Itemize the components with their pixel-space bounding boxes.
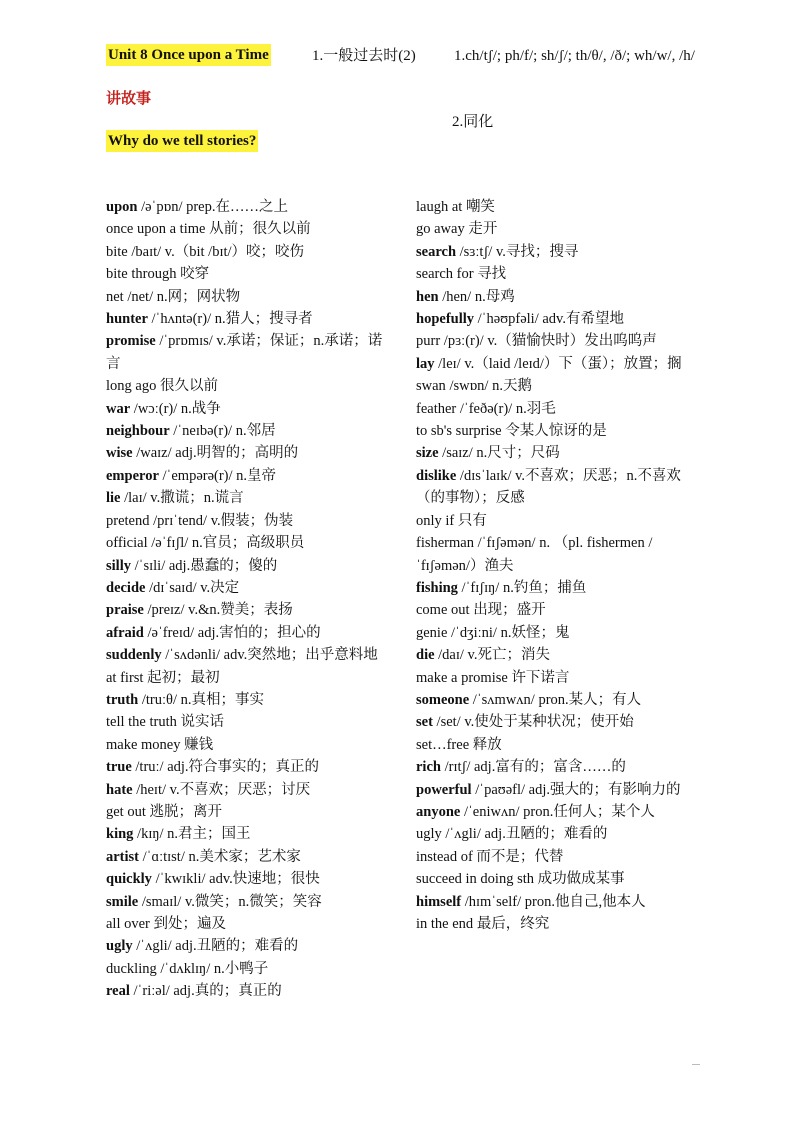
vocab-word: lay: [416, 355, 435, 372]
vocab-word: ugly: [416, 826, 442, 843]
vocab-definition: 许下诺言: [507, 669, 570, 686]
vocab-definition: /ˈdʒiːni/ n.妖怪；鬼: [447, 624, 570, 641]
vocab-definition: /waɪz/ adj.明智的；高明的: [132, 445, 299, 462]
vocab-entry: [106, 644, 396, 666]
vocab-entry: [416, 532, 698, 577]
vocab-definition: 从前；很久以前: [205, 221, 311, 238]
vocab-entry: [416, 241, 698, 263]
vocab-word: bite: [106, 243, 128, 260]
vocab-entry: [416, 420, 698, 442]
assimilation-heading: 2.同化: [452, 114, 494, 130]
vocab-word: size: [416, 445, 439, 462]
vocab-definition: /saɪz/ n.尺寸；尺码: [438, 445, 560, 462]
vocab-entry: [106, 420, 396, 442]
vocab-word: powerful: [416, 781, 472, 798]
vocab-word: purr: [416, 333, 441, 350]
vocab-definition: /ˈfɪʃəmən/ n. （pl. fishermen /ˈfɪʃəmən/）渔夫: [416, 535, 653, 574]
vocab-definition: /əˈfɪʃl/ n.官员；高级职员: [147, 535, 305, 552]
vocab-word: quickly: [106, 871, 152, 888]
right-vocab-column: [416, 196, 698, 935]
vocab-entry: [106, 711, 396, 733]
vocab-entry: [106, 599, 396, 621]
vocab-entry: [416, 577, 698, 599]
vocab-word: feather: [416, 400, 457, 417]
vocab-word: promise: [106, 333, 156, 350]
vocab-word: suddenly: [106, 647, 162, 664]
vocab-entry: [416, 398, 698, 420]
vocab-word: search: [416, 243, 457, 260]
vocab-definition: /net/ n.网；网状物: [123, 288, 241, 305]
vocab-entry: [106, 779, 396, 801]
vocab-word: dislike: [416, 467, 457, 484]
vocab-entry: [106, 689, 396, 711]
vocab-entry: [106, 980, 396, 1002]
vocab-entry: [106, 555, 396, 577]
vocab-entry: [416, 375, 698, 397]
left-vocab-column: [106, 196, 396, 1003]
vocab-definition: 只有: [454, 512, 487, 529]
vocab-definition: /ˈpaʊəfl/ adj.强大的；有影响力的: [471, 781, 681, 798]
vocab-entry: [416, 218, 698, 240]
vocab-entry: [106, 532, 396, 554]
vocab-definition: 赚钱: [180, 736, 214, 753]
vocab-definition: /ˈkwɪkli/ adv.快速地；很快: [151, 871, 320, 888]
vocab-entry: [416, 599, 698, 621]
vocab-definition: /ˈdʌklɪŋ/ n.小鸭子: [156, 960, 269, 977]
vocab-definition: /pɜː(r)/ v.（猫愉快时）发出呜呜声: [440, 333, 657, 350]
vocab-entry: [416, 868, 698, 890]
vocab-word: all over: [106, 916, 150, 932]
vocab-definition: /daɪ/ v.死亡；消失: [434, 647, 550, 664]
vocab-word: fishing: [416, 579, 458, 596]
vocab-word: duckling: [106, 960, 157, 977]
vocab-definition: /set/ v.使处于某种状况；使开始: [432, 714, 634, 731]
vocab-definition: 说实话: [176, 714, 224, 731]
vocab-word: hen: [416, 288, 439, 305]
vocab-word: upon: [106, 199, 138, 215]
vocab-definition: /ˈeniwʌn/ pron.任何人；某个人: [460, 803, 655, 820]
vocab-entry: [106, 487, 396, 509]
vocab-word: afraid: [106, 624, 144, 641]
vocab-entry: [416, 711, 698, 733]
vocab-definition: /ˈsʌmwʌn/ pron.某人；有人: [469, 691, 642, 708]
vocab-entry: [416, 823, 698, 845]
vocab-entry: [106, 913, 396, 935]
vocab-definition: 嘲笑: [462, 199, 495, 215]
vocab-definition: 释放: [469, 736, 502, 753]
vocab-entry: [106, 465, 396, 487]
vocab-definition: 出现；盛开: [469, 602, 546, 619]
vocab-entry: [106, 308, 396, 330]
vocab-definition: /ˈfɪʃɪŋ/ n.钓鱼；捕鱼: [457, 579, 587, 596]
grammar-point: 1.一般过去时(2): [312, 48, 416, 64]
vocab-word: make money: [106, 736, 181, 753]
vocab-word: true: [106, 759, 132, 776]
vocab-word: someone: [416, 691, 470, 708]
vocab-entry: [416, 756, 698, 778]
vocab-definition: 最后，终究: [473, 916, 550, 932]
vocab-word: wise: [106, 445, 133, 462]
vocab-definition: /prɪˈtend/ v.假装；伪装: [149, 512, 294, 529]
vocab-entry: [106, 196, 396, 218]
vocab-definition: /baɪt/ v.（bit /bɪt/）咬；咬伤: [127, 243, 305, 260]
vocab-definition: /kɪŋ/ n.君主；国王: [133, 826, 251, 843]
vocab-word: decide: [106, 579, 146, 596]
vocab-entry: [106, 891, 396, 913]
vocab-definition: 而不是；代替: [472, 848, 564, 865]
vocab-definition: /swɒn/ n.天鹅: [445, 378, 532, 395]
vocab-entry: [106, 286, 396, 308]
vocab-entry: [106, 263, 396, 285]
vocab-entry: [106, 241, 396, 263]
vocab-definition: 咬穿: [176, 266, 210, 283]
vocab-definition: /ˈriːəl/ adj.真的；真正的: [129, 983, 282, 1000]
vocab-entry: [106, 801, 396, 823]
vocab-definition: /wɔː(r)/ n.战争: [130, 400, 221, 417]
vocab-word: real: [106, 983, 130, 1000]
vocab-definition: /ˈʌgli/ adj.丑陋的；难看的: [441, 826, 608, 843]
vocab-word: rich: [416, 759, 441, 776]
vocab-entry: [416, 196, 698, 218]
vocab-definition: /hɪmˈself/ pron.他自己,他本人: [461, 893, 646, 910]
vocab-definition: /sɜːtʃ/ v.寻找；搜寻: [456, 243, 579, 260]
vocab-word: war: [106, 400, 131, 417]
vocab-word: himself: [416, 893, 462, 910]
vocab-definition: 逃脱；离开: [145, 803, 222, 820]
vocab-definition: /heɪt/ v.不喜欢；厌恶；讨厌: [132, 781, 311, 798]
vocab-word: emperor: [106, 467, 159, 484]
vocab-definition: /əˈpɒn/ prep.在……之上: [137, 199, 288, 215]
vocab-entry: [106, 375, 396, 397]
vocab-definition: /hen/ n.母鸡: [438, 288, 515, 305]
vocab-word: set: [416, 714, 433, 731]
page-mark: [692, 1064, 700, 1065]
vocab-definition: /əˈfreɪd/ adj.害怕的；担心的: [143, 624, 321, 641]
vocab-definition: /truːθ/ n.真相；事实: [138, 691, 264, 708]
vocab-word: lie: [106, 490, 121, 507]
vocab-definition: /truː/ adj.符合事实的；真正的: [131, 759, 320, 776]
vocab-word: silly: [106, 557, 131, 574]
vocab-entry: [416, 286, 698, 308]
vocab-entry: [416, 622, 698, 644]
vocab-word: truth: [106, 691, 139, 708]
vocab-definition: /ˈsʌdənli/ adv.突然地；出乎意料地: [161, 647, 378, 664]
vocab-word: hunter: [106, 311, 148, 328]
vocab-definition: /rɪtʃ/ adj.富有的；富含……的: [440, 759, 626, 776]
vocab-word: pretend: [106, 512, 150, 529]
vocab-entry: [416, 734, 698, 756]
vocab-entry: [106, 622, 396, 644]
vocab-word: genie: [416, 624, 448, 641]
vocab-definition: /ˈsɪli/ adj.愚蠢的；傻的: [130, 557, 278, 574]
vocab-word: hate: [106, 781, 133, 798]
vocab-entry: [106, 734, 396, 756]
vocab-definition: /dɪˈsaɪd/ v.决定: [145, 579, 240, 596]
vocab-word: go away: [416, 221, 465, 238]
vocab-definition: /laɪ/ v.撒谎；n.谎言: [120, 490, 244, 507]
vocab-definition: /preɪz/ v.&n.赞美；表扬: [143, 602, 293, 619]
vocab-entry: [106, 510, 396, 532]
vocab-entry: [106, 823, 396, 845]
vocab-definition: 令某人惊讶的是: [501, 423, 607, 440]
vocab-word: swan: [416, 378, 446, 395]
vocab-word: smile: [106, 893, 139, 910]
vocab-definition: /ˈempərə(r)/ n.皇帝: [158, 467, 277, 484]
vocab-word: laugh at: [416, 199, 463, 215]
vocab-entry: [416, 779, 698, 801]
vocab-entry: [416, 644, 698, 666]
vocab-entry: [416, 353, 698, 375]
vocab-word: ugly: [106, 938, 133, 955]
vocab-definition: /ˈɑːtɪst/ n.美术家；艺术家: [139, 848, 301, 865]
vocab-entry: [416, 689, 698, 711]
vocab-entry: [106, 958, 396, 980]
vocab-entry: [106, 756, 396, 778]
vocab-word: set…free: [416, 736, 470, 753]
vocab-word: once upon a time: [106, 221, 206, 238]
vocab-entry: [106, 667, 396, 689]
vocab-word: artist: [106, 848, 140, 865]
vocab-word: search for: [416, 266, 474, 283]
vocab-word: praise: [106, 602, 144, 619]
vocab-entry: [416, 801, 698, 823]
vocab-word: at first: [106, 669, 144, 686]
question-heading: Why do we tell stories?: [106, 130, 258, 152]
vocab-word: king: [106, 826, 134, 843]
vocab-definition: /ˈfeðə(r)/ n.羽毛: [456, 400, 556, 417]
vocab-word: tell the truth: [106, 714, 177, 731]
vocab-word: in the end: [416, 916, 474, 932]
vocab-definition: 到处；遍及: [149, 916, 227, 932]
vocab-entry: [416, 330, 698, 352]
vocab-word: die: [416, 647, 435, 664]
vocab-entry: [416, 846, 698, 868]
vocab-entry: [416, 510, 698, 532]
vocab-definition: 起初；最初: [143, 669, 220, 686]
vocab-word: net: [106, 288, 124, 305]
unit-title: Unit 8 Once upon a Time: [106, 44, 271, 66]
vocab-word: fisherman: [416, 535, 474, 552]
section-subtitle: 讲故事: [106, 91, 152, 107]
vocab-definition: /ˈhəʊpfəli/ adv.有希望地: [474, 311, 624, 328]
vocab-definition: 成功做成某事: [534, 871, 625, 888]
vocab-entry: [416, 667, 698, 689]
vocab-word: come out: [416, 602, 470, 619]
vocab-word: to sb's surprise: [416, 423, 502, 440]
vocab-definition: /ˈhʌntə(r)/ n.猎人；搜寻者: [147, 311, 313, 328]
vocab-entry: [416, 308, 698, 330]
vocab-word: get out: [106, 803, 146, 820]
vocab-entry: [106, 935, 396, 957]
vocab-word: make a promise: [416, 669, 508, 686]
vocab-entry: [106, 846, 396, 868]
vocab-word: only if: [416, 512, 455, 529]
vocab-entry: [106, 442, 396, 464]
vocab-word: bite through: [106, 266, 177, 283]
vocab-definition: /ˈneɪbə(r)/ n.邻居: [169, 423, 276, 440]
vocab-entry: [416, 465, 698, 510]
vocab-definition: /dɪsˈlaɪk/ v.不喜欢；厌恶；n.不喜欢（的事物）；反感: [416, 467, 681, 507]
phonics-line: 1.ch/tʃ/; ph/f/; sh/ʃ/; th/θ/, /ð/; wh/w/, /h/: [454, 48, 695, 64]
vocab-definition: 很久以前: [156, 378, 218, 395]
vocab-definition: 走开: [464, 221, 498, 238]
vocab-word: official: [106, 535, 148, 552]
vocab-definition: /ˈʌgli/ adj.丑陋的；难看的: [132, 938, 299, 955]
vocab-definition: /leɪ/ v.（laid /leɪd/）下（蛋）；放置；搁: [434, 355, 682, 372]
vocab-entry: [106, 330, 396, 375]
vocab-entry: [106, 868, 396, 890]
vocab-entry: [416, 913, 698, 935]
vocab-entry: [106, 398, 396, 420]
vocab-entry: [416, 891, 698, 913]
vocab-definition: /smaɪl/ v.微笑；n.微笑；笑容: [138, 893, 322, 910]
vocab-word: hopefully: [416, 311, 475, 328]
vocab-entry: [106, 577, 396, 599]
vocab-entry: [106, 218, 396, 240]
vocab-entry: [416, 263, 698, 285]
vocab-word: succeed in doing sth: [416, 871, 534, 888]
vocab-entry: [416, 442, 698, 464]
vocab-definition: 寻找: [473, 266, 507, 283]
vocab-word: long ago: [106, 378, 157, 395]
vocab-word: neighbour: [106, 423, 170, 440]
vocab-definition: /ˈprɒmɪs/ v.承诺；保证；n.承诺；诺言: [106, 333, 383, 372]
vocab-word: anyone: [416, 803, 461, 820]
vocab-word: instead of: [416, 848, 473, 865]
